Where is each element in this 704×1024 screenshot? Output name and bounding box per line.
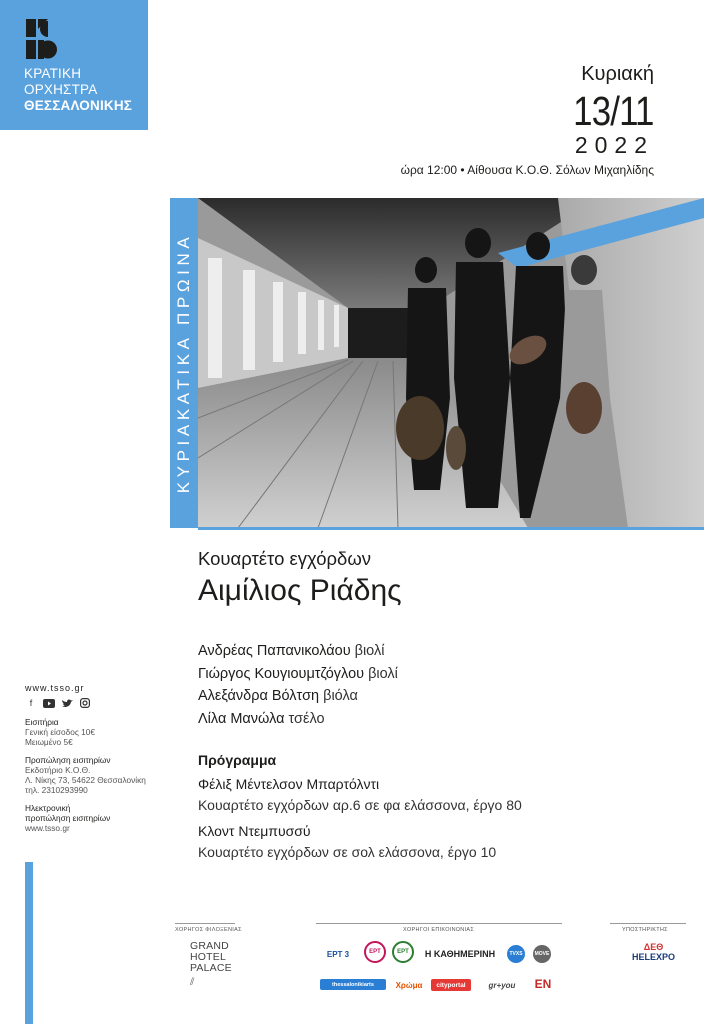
orchestra-name-line1: ΚΡΑΤΙΚΗ bbox=[24, 66, 82, 81]
ert3-logo: ΕΡΤ 3 bbox=[326, 949, 350, 959]
orchestra-name bbox=[24, 66, 132, 114]
orchestra-name-line3: ΘΕΣΣΑΛΟΝΙΚΗΣ bbox=[24, 98, 133, 113]
sponsor-rule bbox=[316, 923, 562, 924]
performer-row bbox=[198, 640, 398, 663]
event-day: Κυριακή bbox=[581, 63, 654, 85]
quartet-photo bbox=[198, 198, 704, 528]
media-sponsor-label: ΧΟΡΗΓΟΙ ΕΠΙΚΟΙΝΩΝΙΑΣ bbox=[403, 927, 475, 933]
series-title: ΚΥΡΙΑΚΑΤΙΚΑ ΠΡΩΙΝΑ bbox=[174, 232, 193, 494]
supporter-label: ΥΠΟΣΤΗΡΙΚΤΗΣ bbox=[622, 927, 668, 933]
hospitality-sponsor-label: ΧΟΡΗΓΟΣ ΦΙΛΟΞΕΝΙΑΣ bbox=[175, 927, 242, 933]
tickets-reduced: Μειωμένο 5€ bbox=[25, 737, 73, 747]
ticket-info-sidebar bbox=[25, 683, 155, 833]
youtube-icon[interactable] bbox=[43, 697, 55, 709]
performer-row bbox=[198, 708, 398, 731]
performer-row bbox=[198, 685, 398, 708]
performer-instrument: βιόλα bbox=[323, 688, 358, 704]
thessalonikiarts-logo: thessalonikiarts bbox=[320, 979, 386, 990]
ert-radio-logo-2: ΕΡΤ bbox=[392, 941, 414, 963]
ensemble-subtitle: Κουαρτέτο εγχόρδων bbox=[198, 548, 372, 569]
ensemble-title: Αιμίλιος Ριάδης bbox=[198, 574, 402, 607]
presale-phone: τηλ. 2310293990 bbox=[25, 785, 88, 795]
programme-heading: Πρόγραμμα bbox=[198, 752, 277, 768]
move-logo: MOVE bbox=[533, 945, 551, 963]
sponsor-rule bbox=[610, 923, 686, 924]
event-time-venue: ώρα 12:00 • Αίθουσα Κ.Ο.Θ. Σόλων Μιχαηλίδης bbox=[400, 163, 654, 177]
instagram-icon[interactable] bbox=[79, 697, 91, 709]
twitter-icon[interactable] bbox=[61, 697, 73, 709]
online-url[interactable]: www.tsso.gr bbox=[25, 823, 70, 833]
quartet-photo-illustration bbox=[198, 198, 704, 528]
hotel-mark-icon: ⫽ bbox=[190, 977, 195, 988]
online-label-2: προπώληση εισιτηρίων bbox=[25, 813, 111, 823]
tickets-label: Εισιτήρια bbox=[25, 717, 59, 727]
helexpo-logo bbox=[632, 942, 675, 962]
sidebar-accent-bar bbox=[25, 862, 33, 1024]
performer-name: Γιώργος Κουγιουμτζόγλου bbox=[198, 665, 365, 682]
hotel-line3: PALACE bbox=[190, 962, 232, 974]
website-link[interactable]: www.tsso.gr bbox=[25, 683, 85, 693]
performer-name: Λίλα Μανώλα bbox=[198, 710, 285, 727]
facebook-icon[interactable]: f bbox=[29, 698, 33, 708]
performer-instrument: βιολί bbox=[354, 643, 385, 659]
sponsor-rule bbox=[175, 923, 235, 924]
helexpo-line2: HELEXPO bbox=[632, 952, 676, 962]
presale-address: Λ. Νίκης 73, 54622 Θεσσαλονίκη bbox=[25, 775, 146, 785]
performer-instrument: τσέλο bbox=[288, 710, 325, 727]
social-icons bbox=[25, 697, 155, 709]
online-label-1: Ηλεκτρονική bbox=[25, 803, 71, 813]
en-logo: EN bbox=[534, 977, 552, 991]
orchestra-logo-icon bbox=[26, 19, 58, 59]
grand-hotel-palace-logo bbox=[190, 941, 232, 974]
tvxs-logo: TVXS bbox=[507, 945, 525, 963]
event-date: 13/11 bbox=[573, 88, 654, 134]
grforyou-logo: gr+you bbox=[488, 980, 516, 990]
programme-work: Κουαρτέτο εγχόρδων αρ.6 σε φα ελάσσονα, έργο 80 bbox=[198, 797, 522, 813]
orchestra-logo-block bbox=[0, 0, 148, 130]
cityportal-logo: cityportal bbox=[431, 979, 471, 991]
performers-list bbox=[198, 640, 398, 730]
presale-office: Εκδοτήριο Κ.Ο.Θ. bbox=[25, 765, 91, 775]
performer-name: Αλεξάνδρα Βόλτση bbox=[198, 688, 320, 704]
performer-row bbox=[198, 663, 398, 686]
helexpo-line1: ΔΕΘ bbox=[643, 942, 664, 952]
tickets-general: Γενική είσοδος 10€ bbox=[25, 727, 95, 737]
hotel-line1: GRAND bbox=[190, 940, 229, 952]
orchestra-name-line2: ΟΡΧΗΣΤΡΑ bbox=[24, 82, 98, 97]
kathimerini-logo: Η ΚΑΘΗΜΕΡΙΝΗ bbox=[424, 949, 496, 959]
performer-name: Ανδρέας Παπανικολάου bbox=[198, 643, 351, 659]
xroma-logo: Χρώμα bbox=[395, 980, 423, 990]
event-year: 2022 bbox=[574, 132, 654, 158]
programme-composer: Φέλιξ Μέντελσον Μπαρτόλντι bbox=[198, 776, 380, 792]
programme-composer: Κλοντ Ντεμπυσσύ bbox=[198, 823, 311, 839]
presale-label: Προπώληση εισιτηρίων bbox=[25, 755, 111, 765]
performer-instrument: βιολί bbox=[368, 665, 398, 682]
ert-radio-logo-1: ΕΡΤ bbox=[364, 941, 386, 963]
programme-work: Κουαρτέτο εγχόρδων σε σολ ελάσσονα, έργο 10 bbox=[198, 844, 497, 860]
programme-list bbox=[198, 774, 522, 868]
hotel-line2: HOTEL bbox=[190, 951, 227, 963]
photo-underline bbox=[198, 527, 704, 530]
